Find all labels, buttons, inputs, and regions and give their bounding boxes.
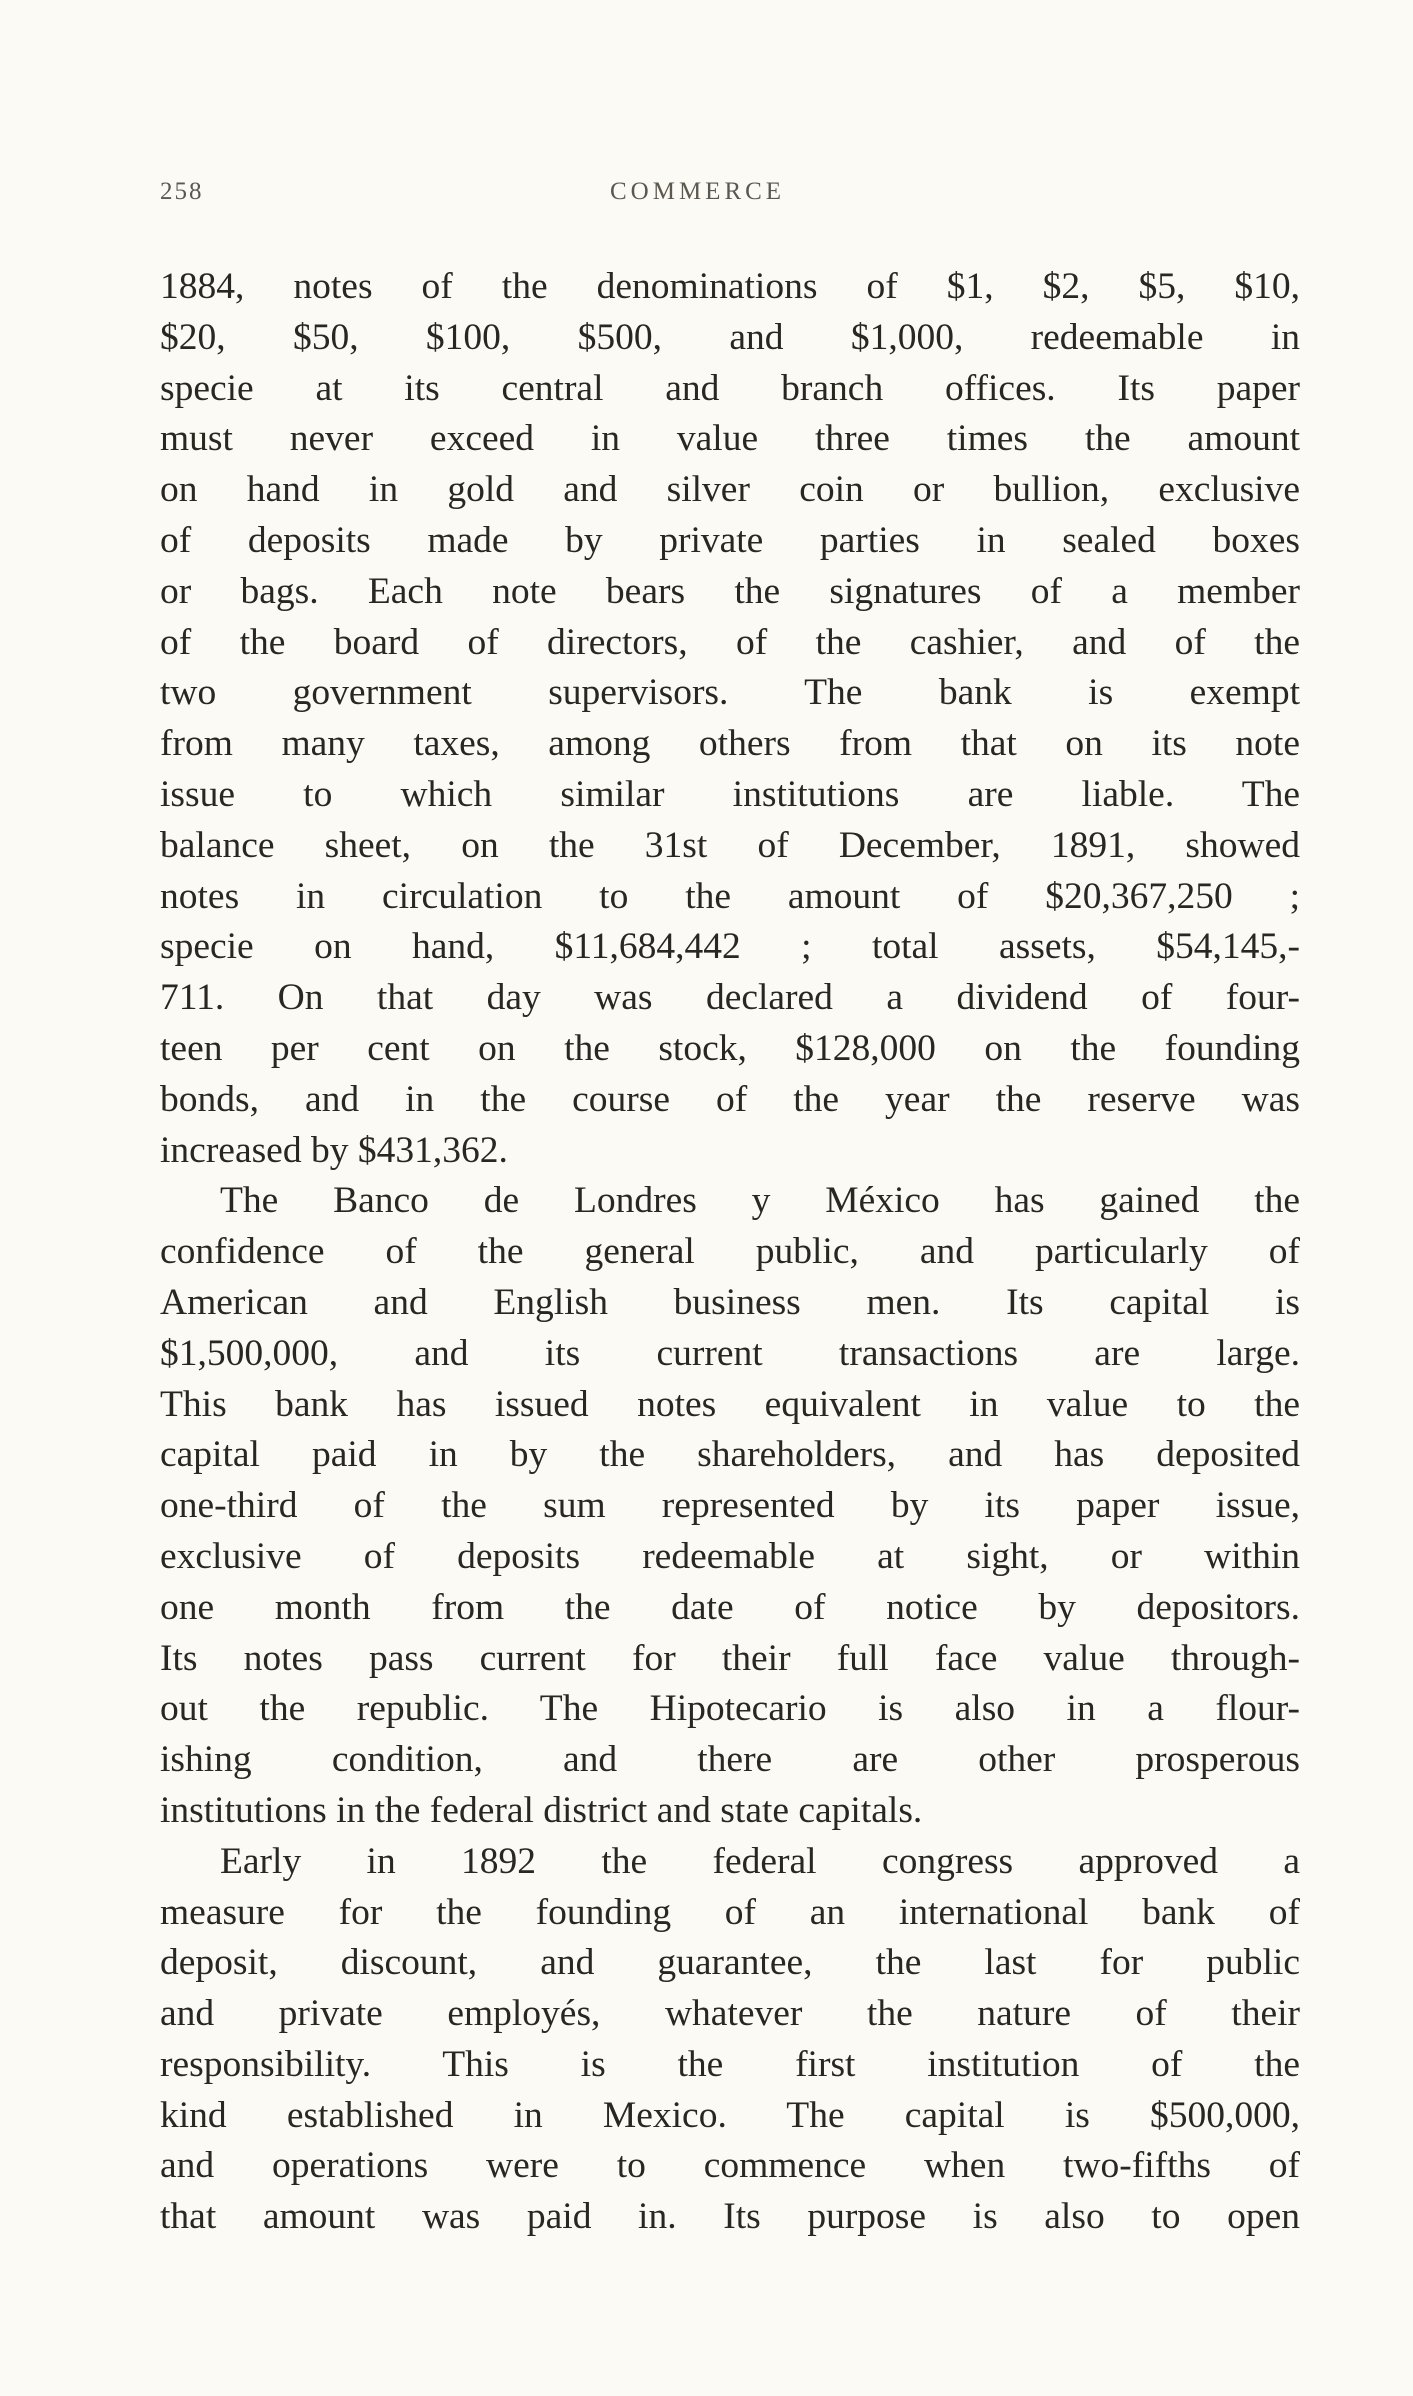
text-line: ishing condition, and there are other prosperous	[160, 1739, 1300, 1781]
text-line: $20, $50, $100, $500, and $1,000, redeemable in	[160, 316, 1300, 358]
text-line: and private employés, whatever the nature of their	[160, 1993, 1300, 2035]
text-line: 711. On that day was declared a dividend of four-	[160, 977, 1300, 1019]
text-line: teen per cent on the stock, $128,000 on the founding	[160, 1027, 1300, 1069]
text-line: Early in 1892 the federal congress approved a	[220, 1840, 1300, 1882]
text-line: institutions in the federal district and state capitals.	[160, 1789, 923, 1831]
text-line: balance sheet, on the 31st of December, 1891, showed	[160, 824, 1300, 866]
running-head	[160, 178, 1300, 218]
paragraph	[160, 1176, 1300, 1836]
page-number: 258	[160, 178, 204, 205]
paragraph	[160, 262, 1300, 1176]
text-line: and operations were to commence when two-fifths of	[160, 2145, 1300, 2187]
text-line: This bank has issued notes equivalent in value to the	[160, 1383, 1300, 1425]
text-line: 1884, notes of the denominations of $1, $2, $5, $10,	[160, 266, 1300, 307]
text-line: one month from the date of notice by depositors.	[160, 1586, 1300, 1628]
text-line: responsibility. This is the first institution of the	[160, 2043, 1300, 2085]
text-line: that amount was paid in. Its purpose is also to open	[160, 2196, 1300, 2238]
text-line: exclusive of deposits redeemable at sight, or within	[160, 1535, 1300, 1577]
text-line: on hand in gold and silver coin or bullion, exclusive	[160, 469, 1300, 511]
text-line: measure for the founding of an international bank of	[160, 1891, 1300, 1933]
text-line: specie at its central and branch offices. Its paper	[160, 367, 1300, 409]
text-line: out the republic. The Hipotecario is also in a flour-	[160, 1688, 1300, 1730]
text-line: capital paid in by the shareholders, and has deposited	[160, 1434, 1300, 1476]
text-line: kind established in Mexico. The capital is $500,000,	[160, 2094, 1300, 2136]
text-line: issue to which similar institutions are liable. The	[160, 773, 1300, 815]
text-line: increased by $431,362.	[160, 1129, 508, 1171]
text-line: confidence of the general public, and particularly of	[160, 1231, 1300, 1273]
running-title: COMMERCE	[610, 178, 786, 205]
text-line: notes in circulation to the amount of $20,367,250 ;	[160, 875, 1300, 917]
body-text	[160, 262, 1300, 2243]
text-line: or bags. Each note bears the signatures of a member	[160, 570, 1300, 612]
text-line: two government supervisors. The bank is exempt	[160, 672, 1300, 714]
text-line: $1,500,000, and its current transactions are large.	[160, 1332, 1300, 1374]
text-line: of the board of directors, of the cashier, and of the	[160, 621, 1300, 663]
text-line: must never exceed in value three times the amount	[160, 418, 1300, 460]
text-line: specie on hand, $11,684,442 ; total assets, $54,145,-	[160, 926, 1300, 968]
text-line: Its notes pass current for their full face value through-	[160, 1637, 1300, 1679]
text-line: of deposits made by private parties in sealed boxes	[160, 519, 1300, 561]
text-line: from many taxes, among others from that on its note	[160, 723, 1300, 765]
text-line: one-third of the sum represented by its paper issue,	[160, 1485, 1300, 1527]
text-line: The Banco de Londres y México has gained the	[220, 1180, 1300, 1222]
text-line: bonds, and in the course of the year the reserve was	[160, 1078, 1300, 1120]
paragraph	[160, 1837, 1300, 2243]
text-line: American and English business men. Its capital is	[160, 1281, 1300, 1323]
text-line: deposit, discount, and guarantee, the last for public	[160, 1942, 1300, 1984]
